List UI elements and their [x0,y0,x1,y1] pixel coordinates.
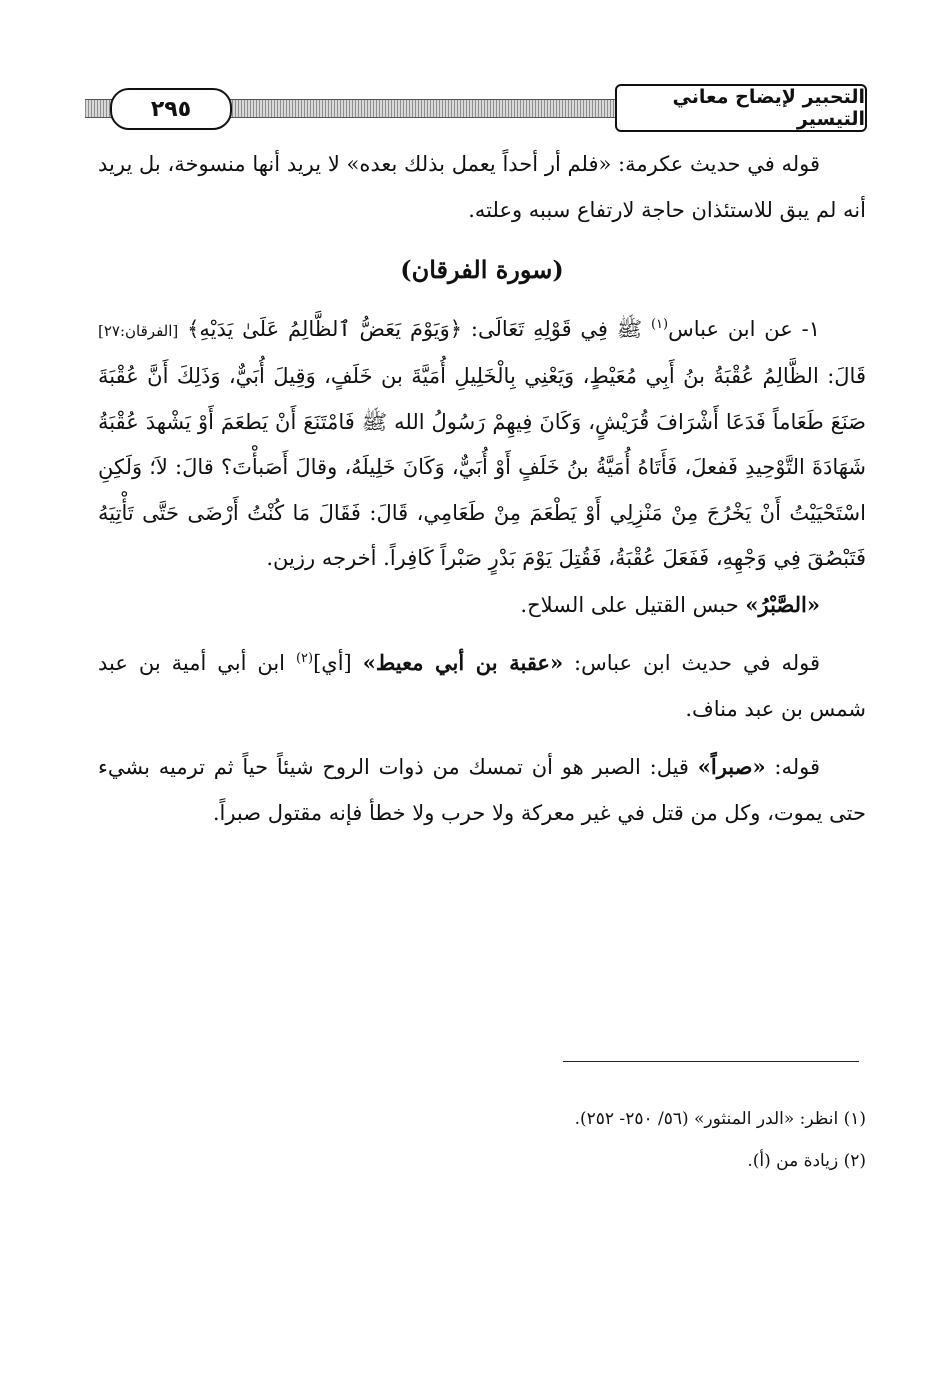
p5-rest: قيل: الصبر هو أن تمسك من ذوات الروح شيئاً حياً ثم ترميه بشيء حتى يموت، وكل من قتل في غير معركة ولا حرب ولا خطأ فإنه مقتول صبراً. [98,755,866,825]
hadith-intro: ١- عن ابن عباس [668,316,820,341]
hadith-paragraph [98,307,866,582]
footnote-ref-2: (٢) [295,651,314,666]
hadith-ayah-lead: فِي قَوْلِهِ تَعَالَى: [462,316,617,341]
term-definition [98,582,866,629]
book-title: التحبير لإيضاح معاني التيسير [615,84,867,132]
p5-lead: قوله: [765,755,820,779]
p5-quote: «صبراً» [697,754,766,779]
main-text [98,142,866,836]
footnote-separator [563,1061,859,1062]
p4-bracket: [أي] [313,651,363,675]
running-header [85,84,867,134]
p4-lead: قوله في حديث ابن عباس: [563,651,820,675]
verse-reference: [الفرقان:٢٧] [98,321,179,340]
paragraph-sabr-commentary [98,744,866,836]
p4-rest: ابن أبي أمية بن عبد شمس بن عبد مناف. [98,651,866,721]
hadith-text: قَالَ: الظَّالِمُ عُقْبَةُ بنُ أَبِي مُعَيْطٍ، وَيَعْنِي بِالْخَلِيلِ أُمَيَّةَ بن خَلَفٍ، وَقِيلَ أُبَيٌّ، وَذَلِكَ أَنَّ عُقْبَةَ صَنَعَ طَعَاماً فَدَعَا أَشْرَافَ قُرَيْشٍ، وَكَانَ فِيهِمْ رَسُولُ الله ﷺ فَامْتَنَعَ أَنْ يَطعَمَ أَوْ يَشْهدَ عُقْبَةُ شَهَادَةَ التَّوْحِيدِ فَفعلَ، فَأَتَاهُ أُمَيَّةُ بنُ خَلَفٍ أَوْ أُبَيٌّ، وَكَانَ خَلِيلَهُ، وقالَ أَصَبأْتَ؟ قالَ: لاَ؛ وَلَكِنِ اسْتَحْيَيْتُ أَنْ يَخْرُجَ مِنْ مَنْزِلِي أَوْ يَطْعَمَ مِنْ طَعَامِي، قَالَ: فَقَالَ مَا كُنْتُ أَرْضَى حَتَّى تَأْتِيَهُ فَتَبْصُقَ فِي وَجْهِهِ، فَفَعَلَ عُقْبَةُ، فَقُتِلَ يَوْمَ بَدْرٍ صَبْراً كَافِراً. أخرجه رزين. [98,364,866,570]
page-number: ٢٩٥ [110,88,232,130]
footnote-2: (٢) زيادة من (أ). [747,1151,866,1171]
footnotes [300,1098,866,1182]
term-sabr-definition: حبس القتيل على السلاح. [520,592,746,617]
quran-verse: ﴿وَيَوْمَ يَعَضُّ ٱلظَّالِمُ عَلَىٰ يَدَيْهِ﴾ [187,316,463,341]
term-sabr: «الصَّبْرُ» [745,591,820,617]
paragraph-ikrima-commentary: قوله في حديث عكرمة: «فلم أر أحداً يعمل بذلك بعده» لا يريد أنها منسوخة، بل يريد أنه لم يبق للاستئذان حاجة لارتفاع سببه وعلته. [98,152,866,222]
footnote-1: (١) انظر: «الدر المنثور» (٥٦/ ٢٥٠- ٢٥٢). [574,1109,866,1129]
p4-quote: «عقبة بن أبي معيط» [362,650,564,675]
honorific-symbol: ﷺ [616,316,643,341]
footnote-ref-1: (١) [650,316,669,332]
section-heading: (سورة الفرقان) [400,255,564,284]
paragraph-uqba-commentary [98,640,866,732]
